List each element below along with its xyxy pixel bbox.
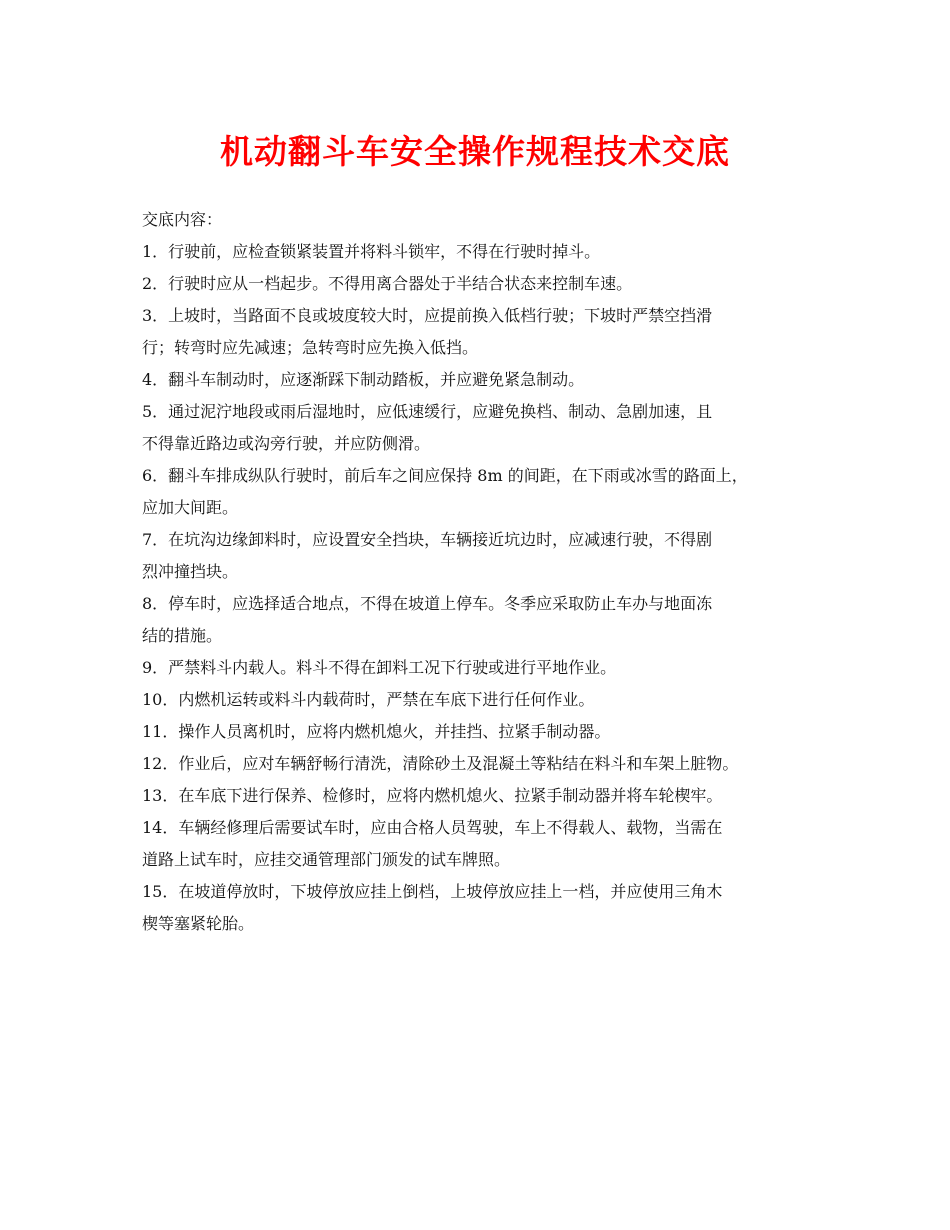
body-line: 14．车辆经修理后需要试车时，应由合格人员驾驶，车上不得载人、载物，当需在 <box>142 818 723 837</box>
body-line: 13．在车底下进行保养、检修时，应将内燃机熄火、拉紧手制动器并将车轮楔牢。 <box>142 786 723 805</box>
body-line: 不得靠近路边或沟旁行驶，并应防侧滑。 <box>142 434 431 453</box>
body-line: 3．上坡时，当路面不良或坡度较大时，应提前换入低档行驶；下坡时严禁空挡滑 <box>142 306 713 325</box>
body-line: 楔等塞紧轮胎。 <box>142 914 255 933</box>
body-line: 9．严禁料斗内载人。料斗不得在卸料工况下行驶或进行平地作业。 <box>142 658 617 677</box>
body-line: 15．在坡道停放时，下坡停放应挂上倒档，上坡停放应挂上一档，并应使用三角木 <box>142 882 723 901</box>
body-line: 2．行驶时应从一档起步。不得用离合器处于半结合状态来控制车速。 <box>142 274 633 293</box>
body-line: 1．行驶前，应检查锁紧装置并将料斗锁牢，不得在行驶时掉斗。 <box>142 242 601 261</box>
document-title: 机动翻斗车安全操作规程技术交底 <box>220 132 730 171</box>
body-line: 12．作业后，应对车辆舒畅行清洗，清除砂土及混凝土等粘结在料斗和车架上脏物。 <box>142 754 739 773</box>
body-line: 11．操作人员离机时，应将内燃机熄火，并挂挡、拉紧手制动器。 <box>142 722 611 741</box>
body-line: 烈冲撞挡块。 <box>142 562 239 581</box>
body-line: 行；转弯时应先减速；急转弯时应先换入低挡。 <box>142 338 479 357</box>
body-line: 道路上试车时，应挂交通管理部门颁发的试车牌照。 <box>142 850 511 869</box>
body-line: 6．翻斗车排成纵队行驶时，前后车之间应保持 8m 的间距，在下雨或冰雪的路面上， <box>142 466 748 485</box>
body-line: 应加大间距。 <box>142 498 239 517</box>
body-line: 4．翻斗车制动时，应逐渐踩下制动踏板，并应避免紧急制动。 <box>142 370 585 389</box>
intro-label: 交底内容： <box>142 210 223 229</box>
document-body <box>142 204 817 940</box>
body-line: 5．通过泥泞地段或雨后湿地时，应低速缓行，应避免换档、制动、急剧加速，且 <box>142 402 713 421</box>
body-line: 10．内燃机运转或料斗内载荷时，严禁在车底下进行任何作业。 <box>142 690 595 709</box>
body-line: 8．停车时，应选择适合地点，不得在坡道上停车。冬季应采取防止车办与地面冻 <box>142 594 713 613</box>
body-line: 结的措施。 <box>142 626 223 645</box>
body-line: 7．在坑沟边缘卸料时，应设置安全挡块，车辆接近坑边时，应减速行驶，不得剧 <box>142 530 713 549</box>
